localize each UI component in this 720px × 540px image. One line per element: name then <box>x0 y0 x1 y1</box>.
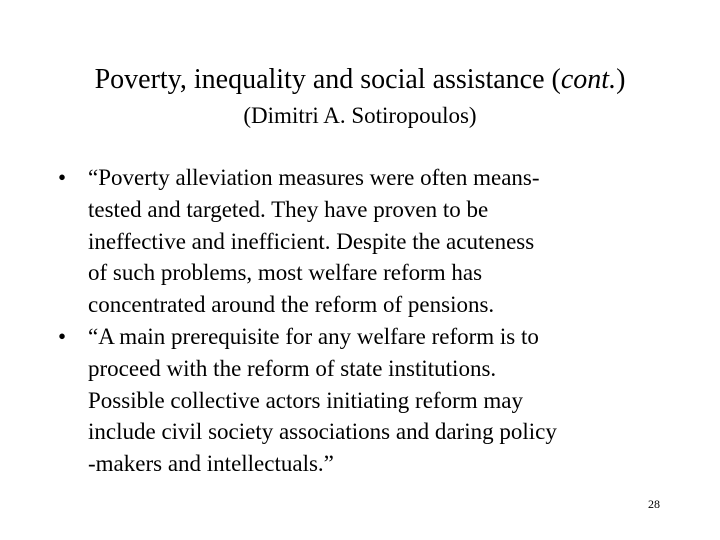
bullet-line: “Poverty alleviation measures were often means- <box>88 165 540 190</box>
bullet-line: include civil society associations and daring policy <box>88 419 557 445</box>
bullet-line: -makers and intellectuals.” <box>88 451 334 477</box>
bullet-item <box>0 321 678 480</box>
slide-title <box>0 62 720 98</box>
slide-subtitle: (Dimitri A. Sotiropoulos) <box>243 103 477 128</box>
bullet-marker: • <box>58 323 67 349</box>
bullet-line: concentrated around the reform of pensions. <box>88 292 495 318</box>
bullet-line: tested and targeted. They have proven to be <box>88 196 489 222</box>
page-number: 28 <box>648 497 660 511</box>
bullet-marker: • <box>58 165 67 190</box>
bullet-list <box>0 162 720 480</box>
title-closing-paren: ) <box>616 64 626 95</box>
bullet-item <box>0 162 678 321</box>
bullet-line: proceed with the reform of state institutions. <box>88 355 497 381</box>
bullet-line: “A main prerequisite for any welfare reform is to <box>88 323 539 349</box>
title-text: Poverty, inequality and social assistance ( <box>94 64 561 95</box>
bullet-line: ineffective and inefficient. Despite the acuteness <box>88 228 535 254</box>
bullet-line: of such problems, most welfare reform has <box>88 260 483 286</box>
title-italic-text: cont. <box>560 64 617 95</box>
bullet-line: Possible collective actors initiating reform may <box>88 387 523 413</box>
